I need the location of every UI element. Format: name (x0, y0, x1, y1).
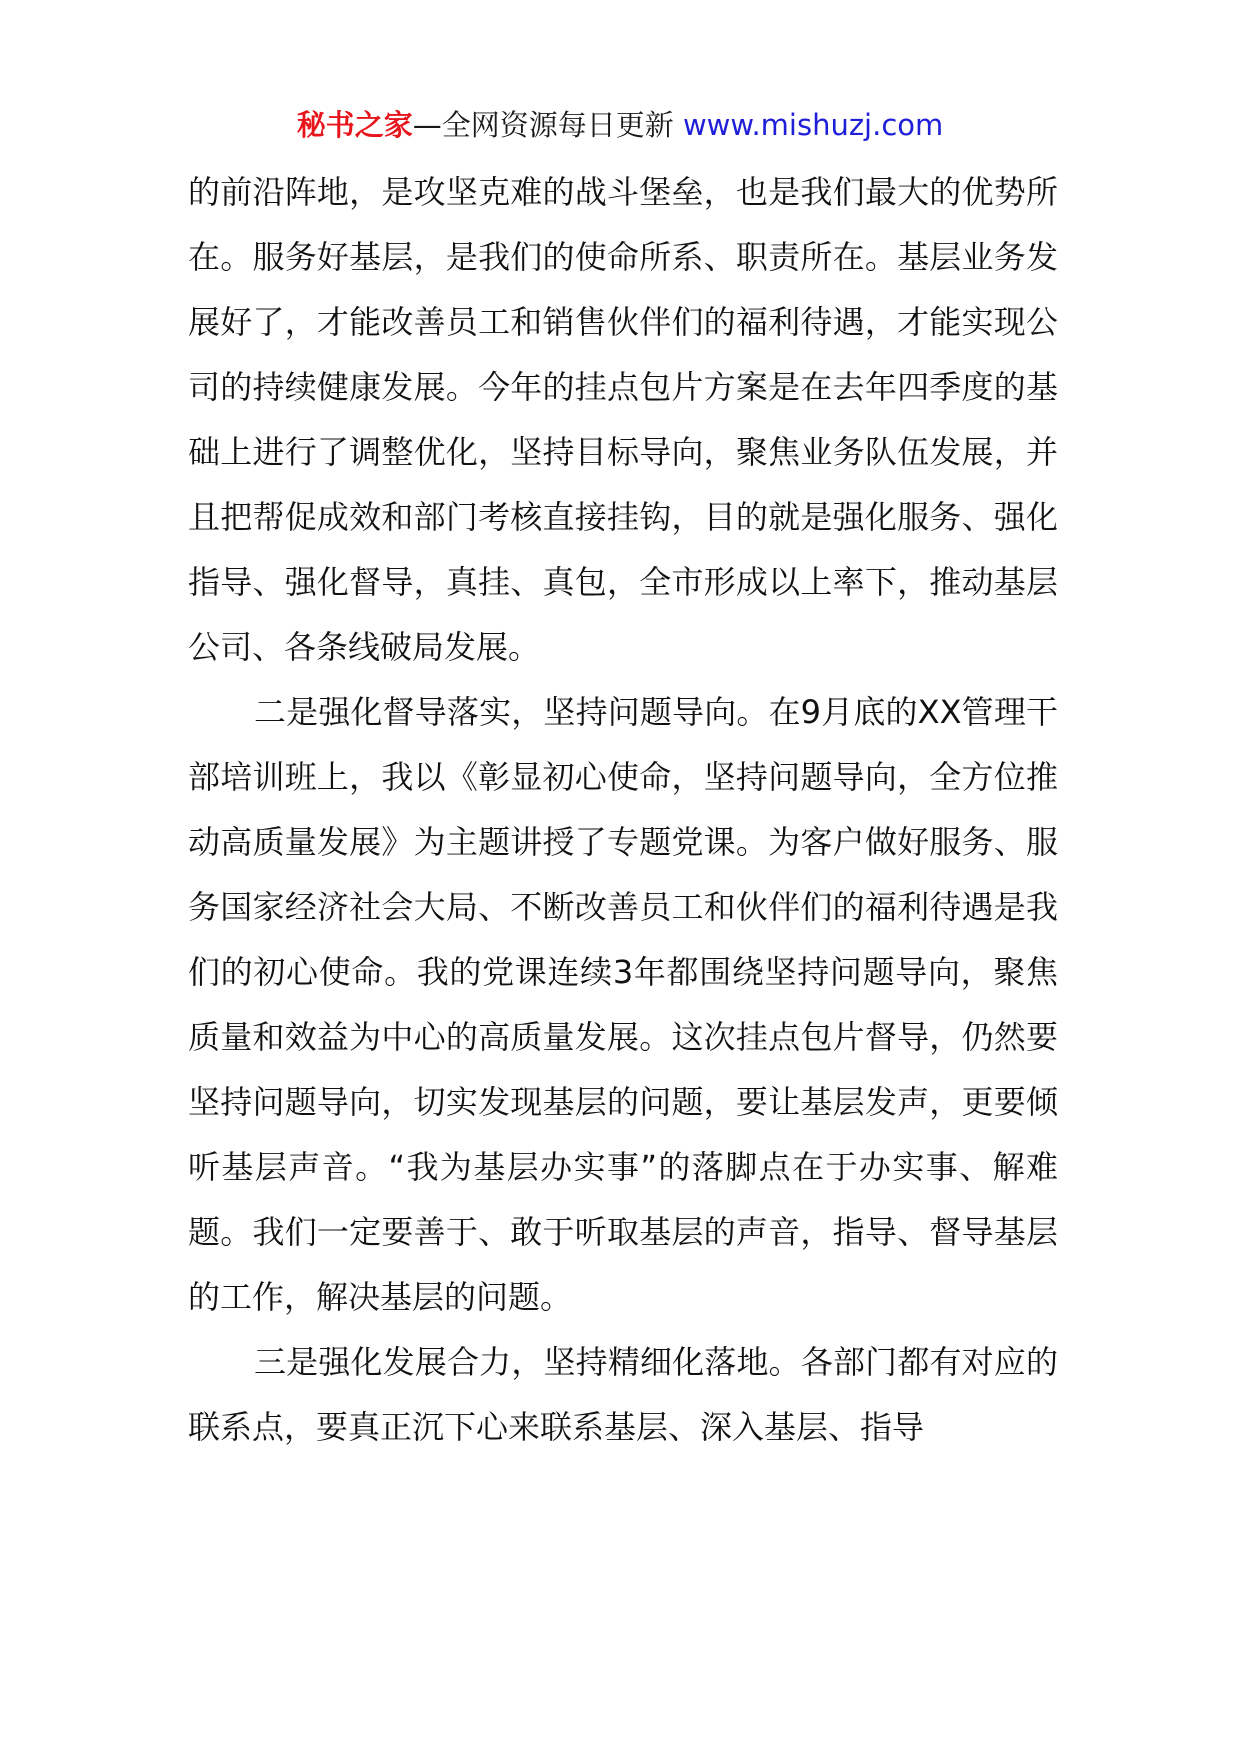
site-url-link[interactable]: www.mishuzj.com (682, 108, 944, 142)
body-paragraph-3: 三是强化发展合力，坚持精细化落地。各部门都有对应的联系点，要真正沉下心来联系基层、深入基层、指导 (188, 1343, 1058, 1446)
body-paragraph-2: 二是强化督导落实，坚持问题导向。在9月底的XX管理干部培训班上，我以《彰显初心使命，坚持问题导向，全方位推动高质量发展》为主题讲授了专题党课。为客户做好服务、服务国家经济社会大局、不断改善员工和伙伴们的福利待遇是我们的初心使命。我的党课连续3年都围绕坚持问题导向，聚焦质量和效益为中心的高质量发展。这次挂点包片督导，仍然要坚持问题导向，切实发现基层的问题，要让基层发声，更要倾听基层声音。“我为基层办实事”的落脚点在于办实事、解难题。我们一定要善于、敢于听取基层的声音，指导、督导基层的工作，解决基层的问题。 (188, 693, 1058, 1316)
document-body (188, 160, 1058, 1460)
page-header (0, 100, 1240, 150)
body-paragraph-1: 的前沿阵地，是攻坚克难的战斗堡垒，也是我们最大的优势所在。服务好基层，是我们的使命所系、职责所在。基层业务发展好了，才能改善员工和销售伙伴们的福利待遇，才能实现公司的持续健康发展。今年的挂点包片方案是在去年四季度的基础上进行了调整优化，坚持目标导向，聚焦业务队伍发展，并且把帮促成效和部门考核直接挂钩，目的就是强化服务、强化指导、强化督导，真挂、真包，全市形成以上率下，推动基层公司、各条线破局发展。 (188, 173, 1058, 666)
header-slogan: —全网资源每日更新 (412, 108, 674, 142)
brand-name: 秘书之家 (296, 108, 413, 142)
